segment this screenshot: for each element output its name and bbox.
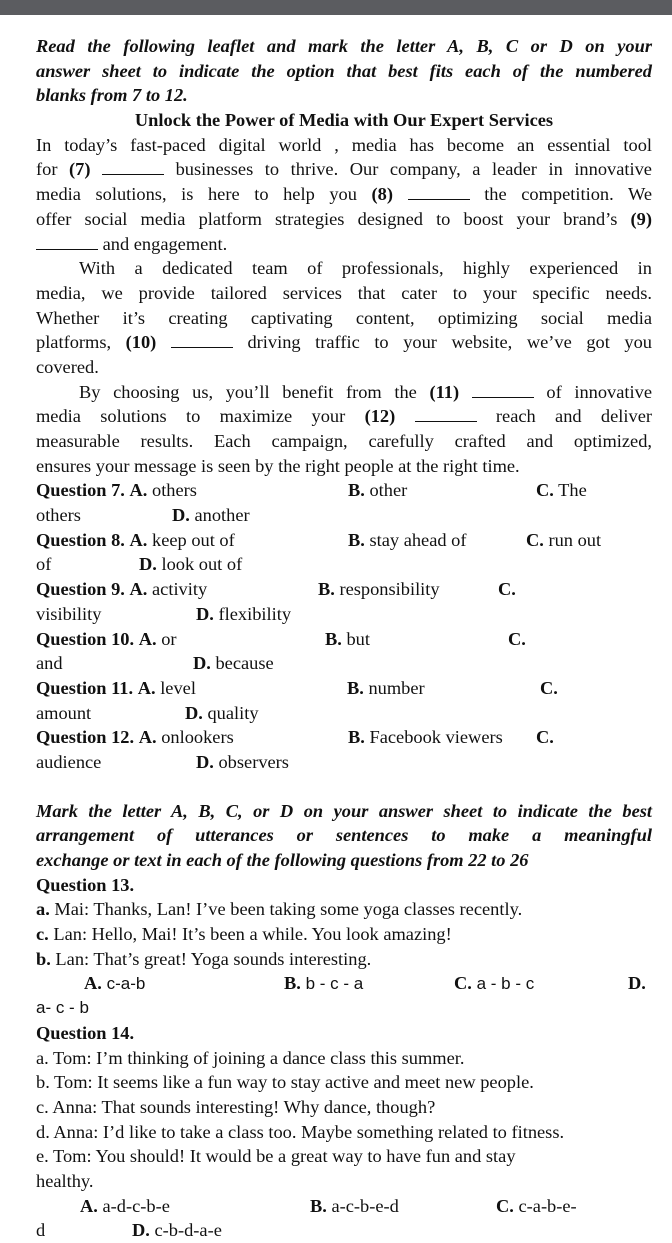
blank-7 <box>102 160 164 175</box>
question-7-row <box>36 478 652 503</box>
blank-number-9: (9) <box>630 208 652 229</box>
p1-line-5 <box>36 232 652 257</box>
question-11-row-2 <box>36 701 652 726</box>
text: platforms, <box>36 332 112 353</box>
option-d-letter: D. <box>196 751 214 772</box>
section-spacer <box>36 775 652 799</box>
option-d-letter: D. <box>193 653 211 674</box>
reading-instruction-line-2: answer sheet to indicate the option that best fits each of the numbered <box>36 60 652 81</box>
option-c-continued: others <box>36 505 81 526</box>
text: the competition. We <box>484 184 652 205</box>
q14-line-e-cont: healthy. <box>36 1170 94 1191</box>
p1-line-2 <box>36 157 652 182</box>
option-d-text: look out of <box>156 554 243 575</box>
option-c-letter: C. <box>540 677 558 698</box>
option-b-text: stay ahead of <box>364 529 467 550</box>
blank-12 <box>415 407 477 422</box>
q14-line-b: b. Tom: It seems like a fun way to stay active and meet new people. <box>36 1072 534 1093</box>
option-b-text: Facebook viewers <box>364 727 503 748</box>
arrangement-instruction-line-1: Mark the letter A, B, C, or D on your answer sheet to indicate the best <box>36 800 652 821</box>
blank-9 <box>36 235 98 250</box>
p3-line-4: ensures your message is seen by the right people at the right time. <box>36 455 520 476</box>
p3-line-2 <box>36 404 652 429</box>
question-10-row-2 <box>36 651 652 676</box>
text: By choosing us, you’ll benefit from the <box>79 381 417 402</box>
option-b-letter: B. <box>310 1195 327 1216</box>
option-c-letter: C. <box>508 628 526 649</box>
question-12 <box>36 725 652 774</box>
option-b-letter: B. <box>348 480 365 501</box>
question-12-row <box>36 725 652 750</box>
option-b-letter: B. <box>318 579 335 600</box>
option-c-continued: of <box>36 554 52 575</box>
question-7-row-2 <box>36 503 652 528</box>
q14-options <box>36 1194 652 1219</box>
text: media solutions to maximize your <box>36 406 346 427</box>
option-a-letter: A. <box>129 529 148 550</box>
option-c-continued: amount <box>36 702 92 723</box>
blank-number-8: (8) <box>371 184 393 205</box>
option-d-text: observers <box>213 751 289 772</box>
leaflet-title: Unlock the Power of Media with Our Expert Services <box>134 110 554 131</box>
top-edge-bar <box>0 0 672 15</box>
p2-line-4 <box>36 330 652 355</box>
p3-line-1 <box>36 380 652 405</box>
blank-number-12: (12) <box>364 406 396 427</box>
option-b-text: responsibility <box>334 579 440 600</box>
text: and engagement. <box>102 233 228 254</box>
blank-number-7: (7) <box>69 159 91 180</box>
text: reach and deliver <box>495 406 652 427</box>
option-c-letter: C. <box>536 727 554 748</box>
option-a-letter: A. <box>138 727 157 748</box>
option-a-letter: A. <box>129 480 148 501</box>
option-a-text: a-d-c-b-e <box>97 1195 170 1216</box>
option-d-letter: D. <box>196 603 214 624</box>
p1-line-1: In today’s fast-paced digital world , media has become an essential tool <box>36 134 652 155</box>
question-12-row-2 <box>36 750 652 775</box>
option-c-continued: audience <box>36 751 102 772</box>
question-label: Question 12. <box>36 727 135 748</box>
question-10-row <box>36 627 652 652</box>
question-10 <box>36 627 652 676</box>
option-b-letter: B. <box>348 727 365 748</box>
blank-number-11: (11) <box>429 381 460 402</box>
option-a-letter: A. <box>84 973 102 994</box>
question-8-row-2 <box>36 552 652 577</box>
q14-line-e: e. Tom: You should! It would be a great way to have fun and stay <box>36 1146 516 1167</box>
option-a-letter: A. <box>137 677 156 698</box>
option-c-text: run out <box>543 529 602 550</box>
reading-instruction-line-1: Read the following leaflet and mark the letter A, B, C or D on your <box>36 36 652 56</box>
option-a-text: or <box>156 628 177 649</box>
option-b-text: but <box>341 628 370 649</box>
line-letter: b. <box>36 948 51 969</box>
option-a-letter: A. <box>129 579 148 600</box>
text: of innovative <box>546 381 652 402</box>
q13-options <box>36 971 652 996</box>
p2-line-1: With a dedicated team of professionals, highly experienced in <box>79 258 652 279</box>
question-13-title: Question 13. <box>36 874 135 895</box>
q14-line-a: a. Tom: I’m thinking of joining a dance class this summer. <box>36 1047 465 1068</box>
p2-line-2: media, we provide tailored services that cater to your specific needs. <box>36 282 652 303</box>
text: for <box>36 159 58 180</box>
p2-line-5: covered. <box>36 356 99 377</box>
option-d-letter: D. <box>139 554 157 575</box>
option-b-letter: B. <box>348 529 365 550</box>
question-9 <box>36 577 652 626</box>
option-b-text: b - c - a <box>300 974 364 994</box>
option-b-text: other <box>364 480 408 501</box>
option-a-text: onlookers <box>156 727 234 748</box>
line-letter: c. <box>36 924 49 945</box>
blank-number-10: (10) <box>125 332 157 353</box>
q13-line-c <box>36 922 652 947</box>
line-text: Lan: That’s great! Yoga sounds interesting. <box>50 948 372 969</box>
question-label: Question 11. <box>36 677 134 698</box>
question-label: Question 10. <box>36 628 135 649</box>
arrangement-instruction-line-3: exchange or text in each of the following questions from 22 to 26 <box>36 850 529 870</box>
question-9-row-2 <box>36 602 652 627</box>
option-a-letter: A. <box>80 1195 98 1216</box>
p2-line-3: Whether it’s creating captivating content, optimizing social media <box>36 307 652 328</box>
option-d-text: flexibility <box>213 603 292 624</box>
question-8 <box>36 528 652 577</box>
text: driving traffic to your website, we’ve got you <box>247 332 652 353</box>
option-d-text: because <box>210 653 274 674</box>
question-14-title: Question 14. <box>36 1022 135 1043</box>
option-c-text: a - b - c <box>471 974 535 994</box>
option-b-letter: B. <box>325 628 342 649</box>
option-b-letter: B. <box>347 677 364 698</box>
arrangement-instruction-line-2: arrangement of utterances or sentences to make a meaningful <box>36 825 652 846</box>
option-a-text: others <box>147 480 197 501</box>
option-c-letter: C. <box>454 973 472 994</box>
question-7 <box>36 478 652 527</box>
question-8-row <box>36 528 652 553</box>
line-text: Lan: Hello, Mai! It’s been a while. You look amazing! <box>48 924 452 945</box>
line-letter: a. <box>36 899 50 920</box>
option-c-text: c-a-b-e- <box>513 1195 577 1216</box>
option-c-letter: C. <box>498 579 516 600</box>
blank-8 <box>408 185 470 200</box>
option-d-text: quality <box>202 702 259 723</box>
q14-line-c: c. Anna: That sounds interesting! Why dance, though? <box>36 1096 436 1117</box>
p3-line-3: measurable results. Each campaign, carefully crafted and optimized, <box>36 431 652 451</box>
option-a-text: level <box>155 677 196 698</box>
option-d-text: another <box>189 505 250 526</box>
q13-line-a <box>36 897 652 922</box>
blank-10 <box>171 333 233 348</box>
option-b-text: a-c-b-e-d <box>326 1195 399 1216</box>
text: offer social media platform strategies designed to boost your brand’s <box>36 208 618 229</box>
text: businesses to thrive. Our company, a leader in innovative <box>175 159 652 180</box>
option-d-letter: D. <box>185 702 203 723</box>
option-d-letter: D. <box>628 973 646 994</box>
blank-11 <box>472 383 534 398</box>
question-11 <box>36 676 652 725</box>
question-label: Question 8. <box>36 529 125 550</box>
option-d-text: c-b-d-a-e <box>149 1220 222 1241</box>
text: media solutions, is here to help you <box>36 184 357 205</box>
option-c-letter: C. <box>536 480 554 501</box>
question-11-row <box>36 676 652 701</box>
q14-options-row-2 <box>36 1218 652 1243</box>
option-c-continued: d <box>36 1220 46 1241</box>
question-9-row <box>36 577 652 602</box>
option-c-text: The <box>553 480 587 501</box>
option-c-continued: and <box>36 653 63 674</box>
option-a-text: c-a-b <box>101 974 146 994</box>
question-label: Question 9. <box>36 579 125 600</box>
p1-line-3 <box>36 182 652 207</box>
option-d-letter: D. <box>132 1220 150 1241</box>
option-a-letter: A. <box>138 628 157 649</box>
option-c-letter: C. <box>496 1195 514 1216</box>
option-d-letter: D. <box>172 505 190 526</box>
option-a-text: activity <box>147 579 208 600</box>
p1-line-4 <box>36 207 652 232</box>
option-a-text: keep out of <box>147 529 235 550</box>
worksheet-page <box>36 34 652 1243</box>
q13-line-b <box>36 947 652 972</box>
question-label: Question 7. <box>36 480 125 501</box>
reading-instruction-line-3: blanks from 7 to 12. <box>36 85 188 106</box>
option-c-continued: visibility <box>36 603 102 624</box>
q14-line-d: d. Anna: I’d like to take a class too. Maybe something related to fitness. <box>36 1121 565 1142</box>
option-b-text: number <box>363 677 425 698</box>
option-b-letter: B. <box>284 973 301 994</box>
line-text: Mai: Thanks, Lan! I’ve been taking some yoga classes recently. <box>49 899 523 920</box>
option-c-letter: C. <box>526 529 544 550</box>
q13-option-d-text: a- c - b <box>36 998 89 1018</box>
